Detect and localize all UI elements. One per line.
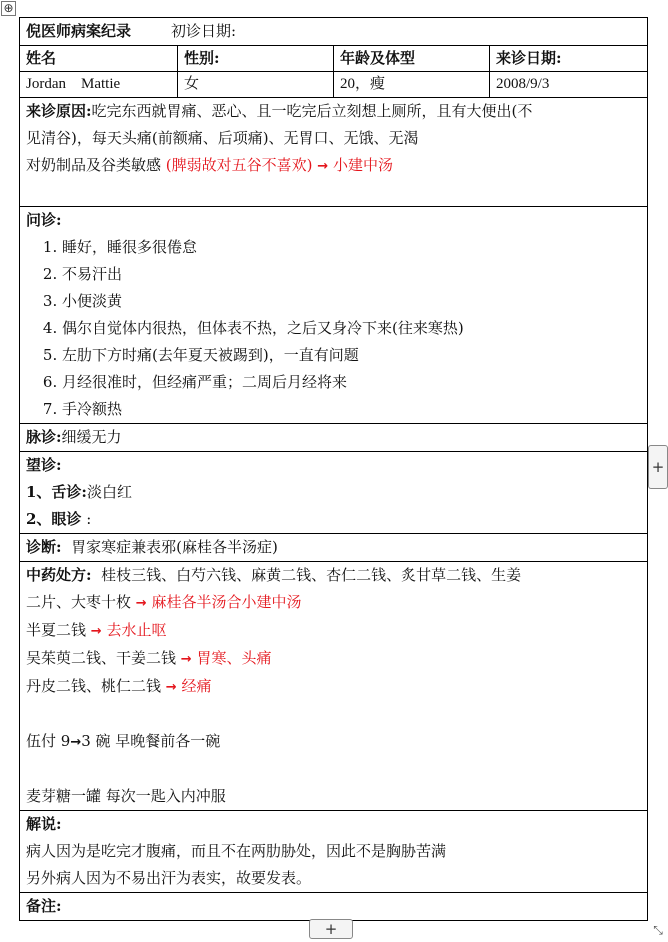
record-title: 倪医师病案纪录 [26, 22, 132, 40]
list-item: 2. 不易汗出 [62, 261, 641, 288]
medical-record-table [19, 17, 648, 921]
observation-row [20, 452, 648, 534]
record-title-cell[interactable] [20, 18, 648, 46]
diagnosis-label: 诊断: [26, 538, 62, 556]
observation-label: 望诊: [26, 456, 62, 474]
list-item: 1. 睡好，睡很多很倦怠 [62, 234, 641, 261]
diagnosis-value: 胃家寒症兼表邪(麻桂各半汤症) [71, 538, 278, 556]
prescription-effect-1: 去水止呕 [106, 621, 167, 639]
name-label[interactable]: 姓名 [20, 46, 178, 72]
prescription-row [20, 562, 648, 811]
list-item: 5. 左肋下方时痛(去年夏天被踢到)，一直有问题 [62, 342, 641, 369]
right-arrow-icon: → [165, 680, 177, 695]
reason-text-2: 见清谷)，每天头痛(前额痛、后项痛)、无胃口、无饿、无渴 [26, 129, 419, 147]
explanation-text-2: 另外病人因为不易出汗为表实，故要发表。 [26, 869, 312, 887]
right-arrow-icon: → [135, 596, 147, 611]
inquiry-label: 问诊: [26, 211, 62, 229]
list-item: 6. 月经很准时，但经痛严重；二周后月经将来 [62, 369, 641, 396]
list-item: 7. 手冷额热 [62, 396, 641, 423]
table-move-handle[interactable]: ⊕ [1, 1, 16, 16]
list-item: 3. 小便淡黄 [62, 288, 641, 315]
prescription-text-1: 桂枝三钱、白芍六钱、麻黄二钱、杏仁二钱、炙甘草二钱、生姜 [101, 566, 522, 584]
visit-date-label[interactable]: 来诊日期: [490, 46, 648, 72]
diagnosis-row [20, 534, 648, 562]
prescription-effect-2: 胃寒、头痛 [196, 649, 272, 667]
tongue-value: 淡白红 [86, 483, 132, 501]
diagnosis-cell[interactable] [20, 534, 648, 562]
dosage-count: 伍付 9 [26, 732, 71, 750]
prescription-text-5: 丹皮二钱、桃仁二钱 [26, 677, 162, 695]
patient-label-row [20, 46, 648, 72]
add-column-button[interactable]: + [648, 445, 668, 489]
reason-text-1: 吃完东西就胃痛、恶心、且一吃完后立刻想上厕所，且有大便出(不 [91, 102, 533, 120]
list-item: 4. 偶尔自觉体内很热，但体表不热，之后又身冷下来(往来寒热) [62, 315, 641, 342]
explanation-label: 解说: [26, 815, 62, 833]
reason-note: (脾弱故对五谷不喜欢) [165, 156, 313, 174]
pulse-cell[interactable] [20, 424, 648, 452]
prescription-cell[interactable] [20, 562, 648, 811]
patient-age-body[interactable]: 20，瘦 [334, 72, 490, 98]
age-body-label[interactable]: 年龄及体型 [334, 46, 490, 72]
pulse-label: 脉诊: [26, 428, 62, 446]
reason-formula: 小建中汤 [332, 156, 393, 174]
inquiry-list [26, 234, 641, 423]
first-visit-date-label: 初诊日期: [171, 22, 237, 40]
explanation-cell[interactable] [20, 811, 648, 893]
dosage-instruction: 3 碗 早晚餐前各一碗 [81, 732, 221, 750]
eye-label: 2、眼诊 [26, 510, 82, 528]
prescription-text-3: 半夏二钱 [26, 621, 87, 639]
prescription-text-4: 吴茱萸二钱、干姜二钱 [26, 649, 177, 667]
right-arrow-icon: → [317, 159, 329, 174]
remarks-cell[interactable] [20, 893, 648, 921]
tongue-label: 1、舌诊: [26, 483, 87, 501]
gender-label[interactable]: 性别: [178, 46, 334, 72]
prescription-label: 中药处方: [26, 566, 92, 584]
reason-label: 来诊原因: [26, 102, 92, 120]
inquiry-row [20, 207, 648, 424]
explanation-text-1: 病人因为是吃完才腹痛，而且不在两肋胁处，因此不是胸胁苦满 [26, 842, 447, 860]
patient-gender[interactable]: 女 [178, 72, 334, 98]
malt-instruction: 麦芽糖一罐 每次一匙入内冲服 [26, 787, 226, 805]
table-resize-handle[interactable]: ⤡ [653, 923, 663, 937]
reason-cell[interactable] [20, 98, 648, 207]
patient-visit-date[interactable]: 2008/9/3 [490, 72, 648, 98]
right-arrow-icon: → [90, 624, 102, 639]
prescription-text-2: 二片、大枣十枚 [26, 593, 132, 611]
record-title-row [20, 18, 648, 46]
inquiry-cell[interactable] [20, 207, 648, 424]
patient-value-row [20, 72, 648, 98]
prescription-effect-3: 经痛 [181, 677, 212, 695]
right-arrow-icon: → [180, 652, 192, 667]
remarks-row [20, 893, 648, 921]
pulse-row [20, 424, 648, 452]
patient-name[interactable]: Jordan Mattie [20, 72, 178, 98]
pulse-value: 细缓无力 [61, 428, 122, 446]
explanation-row [20, 811, 648, 893]
remarks-label: 备注: [26, 897, 62, 915]
right-arrow-icon: → [70, 735, 82, 750]
add-row-button[interactable]: + [309, 919, 353, 939]
observation-cell[interactable] [20, 452, 648, 534]
prescription-formula: 麻桂各半汤合小建中汤 [151, 593, 302, 611]
reason-row [20, 98, 648, 207]
reason-text-3: 对奶制品及谷类敏感 [26, 156, 162, 174]
eye-value: : [86, 510, 92, 528]
